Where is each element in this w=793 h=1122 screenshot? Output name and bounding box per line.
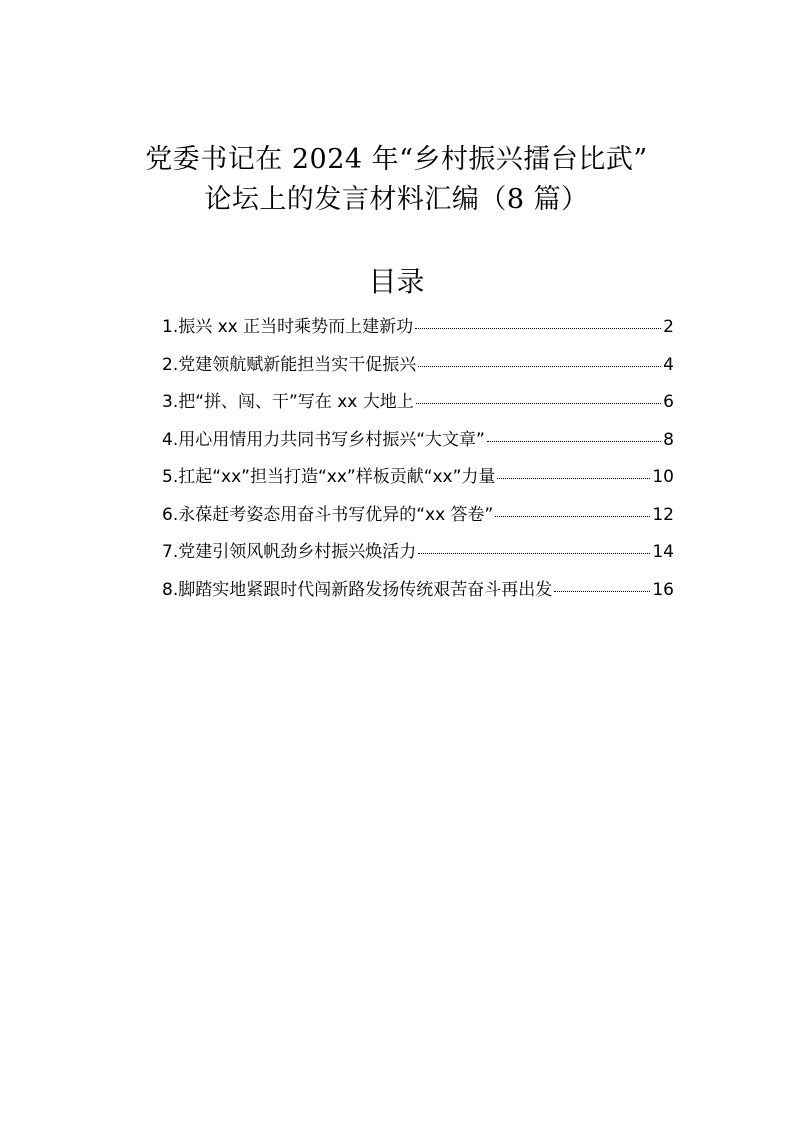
toc-leader-dots [487,440,661,442]
table-of-contents [162,312,674,612]
document-title-line-2: 论坛上的发言材料汇编（8 篇） [204,184,589,215]
toc-entry-title: 8.脚踏实地紧跟时代闯新路发扬传统艰苦奋斗再出发 [162,579,553,600]
toc-leader-dots [495,515,650,517]
toc-entry-page: 14 [652,542,674,562]
toc-entry-title: 5.扛起“xx”担当打造“xx”样板贡献“xx”力量 [162,467,496,487]
toc-entry-title: 4.用心用情用力共同书写乡村振兴“大文章” [162,429,485,450]
toc-leader-dots [418,552,650,554]
toc-entry-4[interactable] [162,425,674,463]
document-title-line-1: 党委书记在 2024 年“乡村振兴擂台比武” [145,144,648,175]
toc-entry-page: 16 [652,579,674,600]
toc-entry-3[interactable] [162,387,674,425]
toc-leader-dots [415,327,661,329]
toc-entry-8[interactable] [162,575,674,613]
toc-entry-page: 2 [663,317,674,337]
toc-leader-dots [554,590,650,592]
toc-entry-title: 6.永葆赶考姿态用奋斗书写优异的“xx 答卷” [162,504,494,525]
toc-heading: 目录 [368,265,425,298]
toc-entry-title: 3.把“拼、闯、干”写在 xx 大地上 [162,392,414,412]
toc-entry-page: 4 [663,354,674,375]
toc-entry-2[interactable] [162,350,674,388]
toc-entry-1[interactable] [162,312,674,350]
toc-leader-dots [416,402,661,404]
toc-leader-dots [418,365,661,367]
toc-entry-page: 6 [663,392,674,412]
toc-entry-page: 8 [663,429,674,450]
toc-entry-title: 1.振兴 xx 正当时乘势而上建新功 [162,317,414,337]
toc-entry-5[interactable] [162,462,674,500]
toc-entry-title: 7.党建引领风帆劲乡村振兴焕活力 [162,542,417,562]
toc-entry-title: 2.党建领航赋新能担当实干促振兴 [162,354,417,375]
toc-entry-7[interactable] [162,537,674,575]
toc-leader-dots [497,477,650,479]
toc-entry-page: 10 [652,467,674,487]
toc-entry-page: 12 [652,504,674,525]
toc-entry-6[interactable] [162,500,674,538]
